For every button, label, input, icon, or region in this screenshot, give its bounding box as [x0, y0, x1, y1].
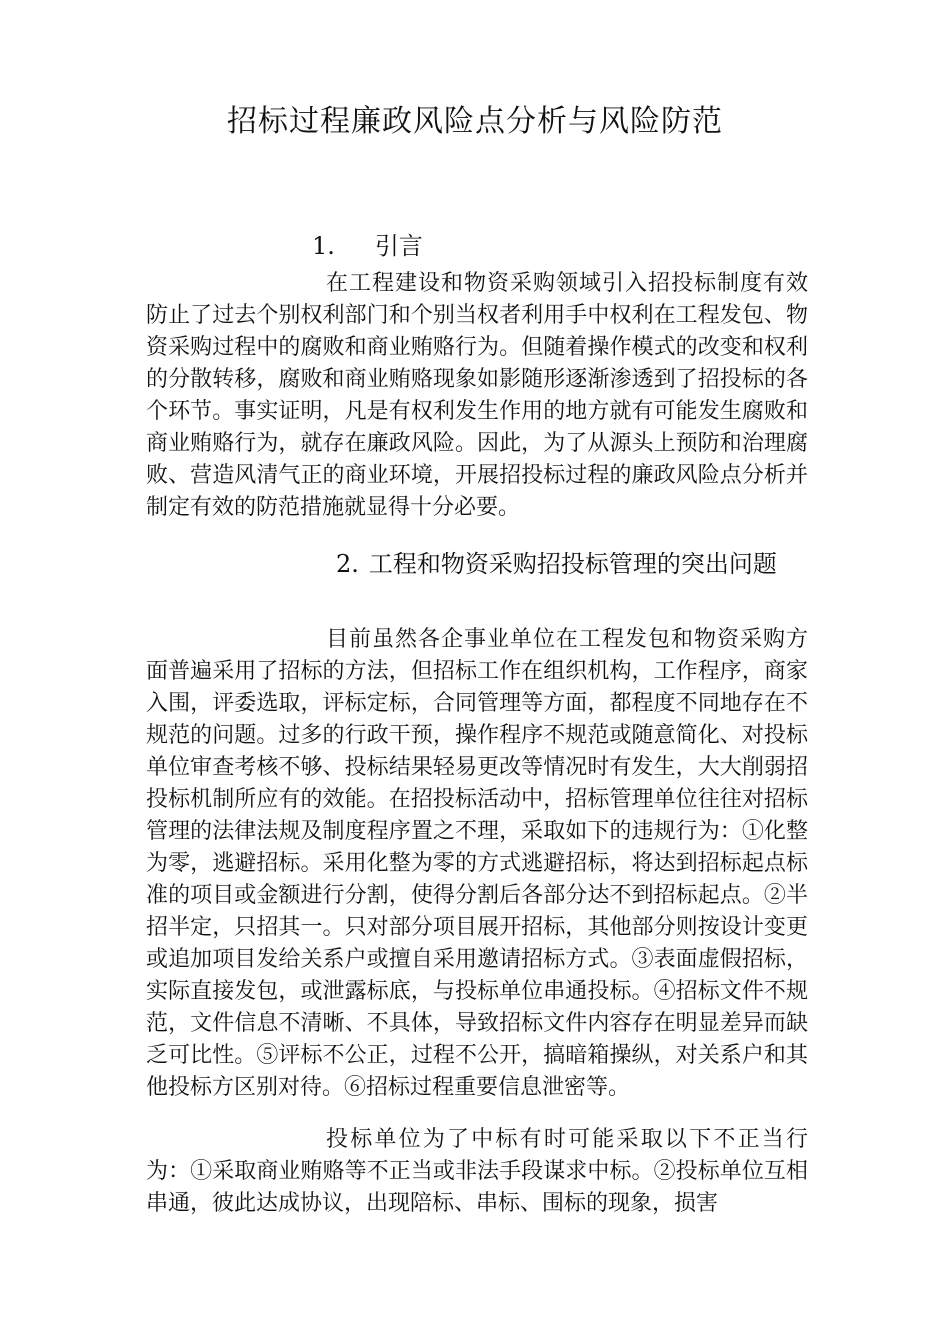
paragraph-problems: 目前虽然各企事业单位在工程发包和物资采购方面普遍采用了招标的方法，但招标工作在组织机构，工作程序，商家入围，评委选取，评标定标，合同管理等方面，都程度不同地存在不规范的问题。过多的行政干预，操作程序不规范或随意简化、对投标单位审查考核不够、投标结果轻易更改等情况时有发生，大大削弱招投标机制所应有的效能。在招投标活动中，招标管理单位往往对招标管理的法律法规及制度程序置之不理，采取如下的违规行为：①化整为零，逃避招标。采用化整为零的方式逃避招标，将达到招标起点标准的项目或金额进行分割，使得分割后各部分达不到招标起点。②半招半定，只招其一。只对部分项目展开招标，其他部分则按设计变更或追加项目发给关系户或擅自采用邀请招标方式。③表面虚假招标，实际直接发包，或泄露标底，与投标单位串通投标。④招标文件不规范，文件信息不清晰、不具体，导致招标文件内容存在明显差异而缺乏可比性。⑤评标不公正，过程不公开，搞暗箱操纵，对关系户和其他投标方区别对待。⑥招标过程重要信息泄密等。 — [146, 627, 808, 1100]
paragraph-intro: 在工程建设和物资采购领域引入招投标制度有效防止了过去个别权利部门和个别当权者利用手中权利在工程发包、物资采购过程中的腐败和商业贿赂行为。但随着操作模式的改变和权利的分散转移，腐败和商业贿赂现象如影随形逐渐渗透到了招投标的各个环节。事实证明，凡是有权利发生作用的地方就有可能发生腐败和商业贿赂行为，就存在廉政风险。因此，为了从源头上预防和治理腐败、营造风清气正的商业环境，开展招投标过程的廉政风险点分析并制定有效的防范措施就显得十分必要。 — [146, 271, 808, 520]
section-heading-text: 引言 — [374, 232, 423, 260]
section-heading-intro — [312, 228, 423, 264]
document-title: 招标过程廉政风险点分析与风险防范 — [227, 104, 723, 139]
section-number: 2. — [336, 550, 359, 578]
section-heading-text: 工程和物资采购招投标管理的突出问题 — [368, 550, 777, 578]
section-number: 1. — [312, 232, 335, 260]
paragraph-bidder-behaviors: 投标单位为了中标有时可能采取以下不正当行为：①采取商业贿赂等不正当或非法手段谋求中标。②投标单位互相串通，彼此达成协议，出现陪标、串标、围标的现象，损害 — [146, 1127, 808, 1216]
section-heading-problems — [146, 546, 808, 582]
